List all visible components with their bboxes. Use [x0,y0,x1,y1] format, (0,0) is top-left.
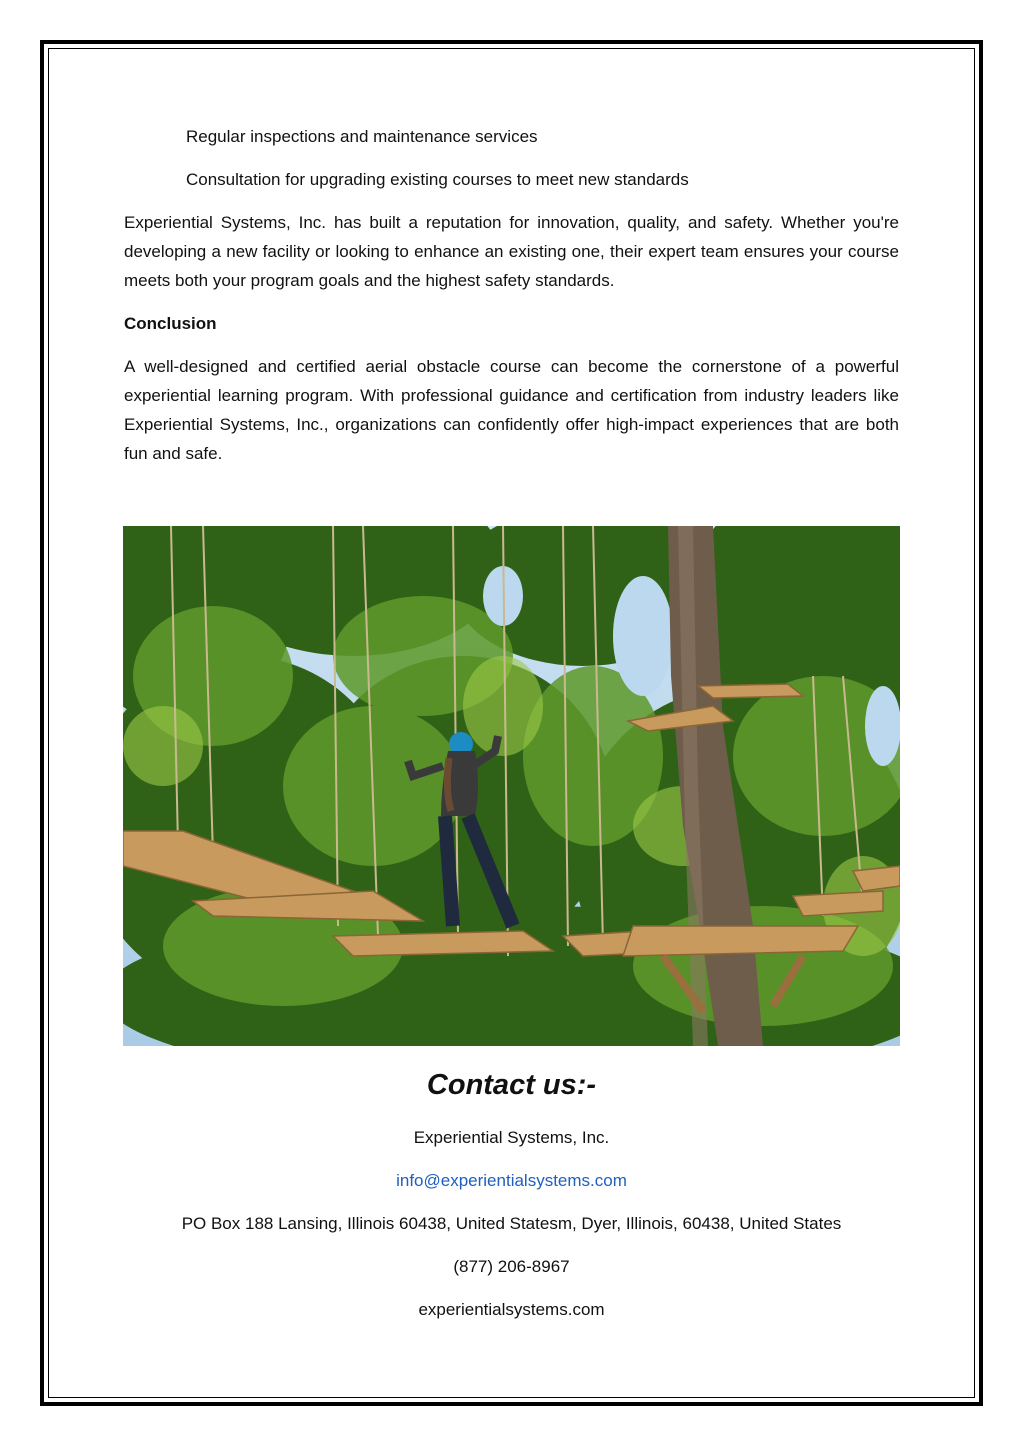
contact-company: Experiential Systems, Inc. [413,1128,610,1147]
list-item-consultation: Consultation for upgrading existing courses to meet new standards [186,170,689,189]
conclusion-paragraph: A well-designed and certified aerial obstacle course can become the cornerstone of a powerful experiential learning program. With professional guidance and certification from industry leaders like Experiential Systems, Inc., organizations can confidently offer high-impact experiences that are both fun and safe. [124,357,899,463]
conclusion-heading: Conclusion [124,314,217,333]
contact-website: experientialsystems.com [418,1300,605,1319]
contact-email-link[interactable]: info@experientialsystems.com [396,1171,627,1190]
intro-paragraph: Experiential Systems, Inc. has built a reputation for innovation, quality, and safety. Whether you're developing a new facility or looking to enhance an existing one, their expert team ensures your course meets both your program goals and the highest safety standards. [124,213,899,290]
contact-title: Contact us:- [426,1069,597,1101]
contact-phone: (877) 206-8967 [453,1257,570,1276]
list-item-inspections: Regular inspections and maintenance services [186,127,538,146]
ropes-course-photo [123,526,900,1046]
contact-address: PO Box 188 Lansing, Illinois 60438, United Statesm, Dyer, Illinois, 60438, United States [181,1214,842,1233]
